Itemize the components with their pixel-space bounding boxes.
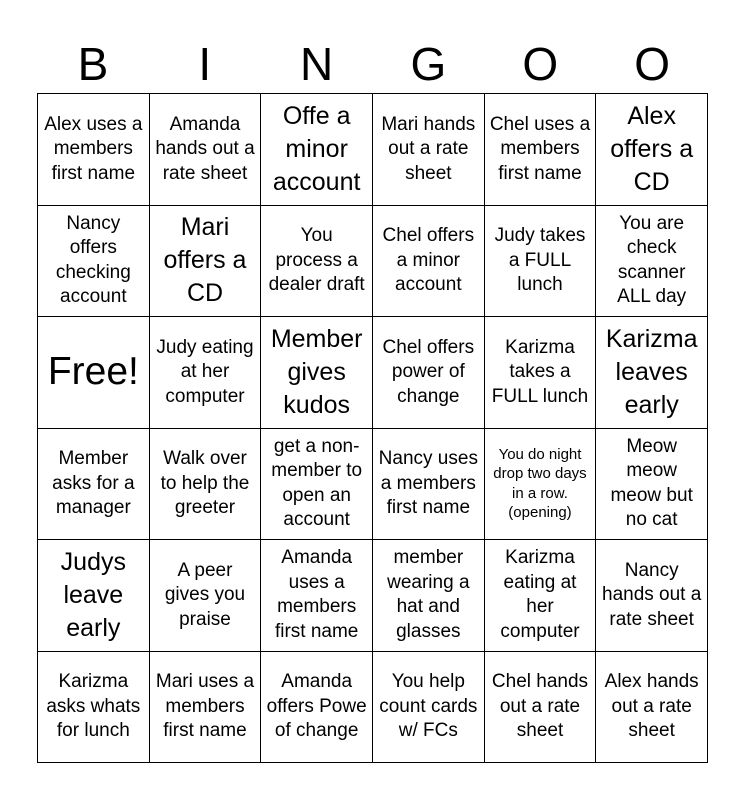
bingo-cell-r4-c1[interactable] [150, 540, 262, 652]
bingo-cell-text: Chel offers power of change [382, 336, 475, 407]
bingo-cell-text: Mari uses a members first name [155, 671, 255, 741]
bingo-cell-r4-c5[interactable] [596, 540, 708, 652]
bingo-cell-r4-c2[interactable] [261, 540, 373, 652]
bingo-cell-r5-c1[interactable] [150, 652, 262, 764]
bingo-cell-text: A peer gives you praise [164, 559, 246, 630]
bingo-cell-text: member wearing a hat and glasses [387, 547, 470, 642]
bingo-cell-text: Amanda hands out a rate sheet [155, 113, 255, 184]
bingo-cell-text: Chel offers a minor account [382, 225, 475, 295]
bingo-cell-r3-c3[interactable] [373, 429, 485, 541]
bingo-cell-r5-c0[interactable] [38, 652, 150, 764]
bingo-cell-r3-c5[interactable] [596, 429, 708, 541]
bingo-cell-text: Alex hands out a rate sheet [604, 671, 699, 741]
bingo-cell-r2-c4[interactable] [485, 317, 597, 429]
bingo-cell-r1-c4[interactable] [485, 206, 597, 318]
bingo-cell-r2-c2[interactable] [261, 317, 373, 429]
bingo-cell-r0-c2[interactable] [261, 94, 373, 206]
bingo-cell-text: Nancy hands out a rate sheet [602, 559, 702, 630]
bingo-cell-text: You help count cards w/ FCs [379, 671, 478, 741]
bingo-cell-text: Walk over to help the greeter [160, 448, 250, 518]
bingo-cell-r1-c1[interactable] [150, 206, 262, 318]
bingo-cell-text: Mari offers a CD [163, 213, 247, 308]
bingo-cell-r0-c4[interactable] [485, 94, 597, 206]
bingo-cell-text: Karizma takes a FULL lunch [491, 336, 589, 407]
bingo-cell-r2-c1[interactable] [150, 317, 262, 429]
bingo-cell-r1-c0[interactable] [38, 206, 150, 318]
bingo-cell-r5-c5[interactable] [596, 652, 708, 764]
bingo-cell-text: Mari hands out a rate sheet [381, 113, 476, 184]
bingo-cell-text: Offe a minor account [272, 101, 361, 196]
bingo-cell-r5-c2[interactable] [261, 652, 373, 764]
bingo-cell-text: Member gives kudos [270, 324, 363, 419]
bingo-cell-r3-c0[interactable] [38, 429, 150, 541]
bingo-cell-text: Nancy uses a members first name [378, 448, 478, 518]
bingo-cell-r3-c4[interactable] [485, 429, 597, 541]
bingo-cell-r2-c5[interactable] [596, 317, 708, 429]
bingo-cell-r4-c0[interactable] [38, 540, 150, 652]
bingo-cell-text: Nancy offers checking account [55, 212, 131, 308]
header-letter-g: G [410, 38, 447, 90]
bingo-cell-text: Alex offers a CD [610, 101, 694, 196]
bingo-cell-text: Karizma eating at her computer [500, 547, 580, 642]
header-letter-b: B [77, 38, 109, 90]
bingo-cell-r1-c2[interactable] [261, 206, 373, 318]
bingo-cell-text: Member asks for a manager [52, 448, 135, 518]
bingo-cell-r4-c3[interactable] [373, 540, 485, 652]
bingo-cell-text: get a non-member to open an account [271, 435, 363, 531]
bingo-cell-text: Free! [47, 350, 139, 394]
bingo-cell-text: Karizma asks whats for lunch [46, 671, 141, 741]
bingo-cell-r5-c3[interactable] [373, 652, 485, 764]
header-letter-o-2: O [634, 38, 670, 90]
bingo-cell-r0-c5[interactable] [596, 94, 708, 206]
bingo-cell-r1-c5[interactable] [596, 206, 708, 318]
bingo-cell-r5-c4[interactable] [485, 652, 597, 764]
bingo-board [37, 93, 708, 763]
header-letter-o: O [522, 38, 559, 90]
bingo-cell-text: Amanda uses a members first name [274, 547, 359, 642]
header-letter-n: N [299, 38, 334, 90]
header-letter-i: I [198, 38, 212, 90]
bingo-cell-text: Karizma leaves early [605, 324, 698, 419]
bingo-cell-text: Amanda offers Powe of change [266, 671, 367, 741]
bingo-cell-text: You process a dealer draft [268, 225, 365, 295]
bingo-cell-text: Judys leave early [60, 547, 126, 642]
bingo-cell-r3-c1[interactable] [150, 429, 262, 541]
bingo-cell-text: Chel uses a members first name [489, 113, 591, 184]
bingo-cell-free[interactable] [38, 317, 150, 429]
bingo-cell-r0-c3[interactable] [373, 94, 485, 206]
bingo-cell-r2-c3[interactable] [373, 317, 485, 429]
bingo-cell-text: Judy eating at her computer [156, 336, 254, 407]
bingo-cell-text: Alex uses a members first name [44, 113, 143, 184]
bingo-header [37, 36, 708, 92]
bingo-cell-r0-c0[interactable] [38, 94, 150, 206]
bingo-cell-r3-c2[interactable] [261, 429, 373, 541]
bingo-cell-text: You do night drop two days in a row. (opening) [493, 445, 587, 522]
bingo-cell-text: You are check scanner ALL day [617, 212, 687, 308]
bingo-cell-text: Judy takes a FULL lunch [494, 225, 586, 295]
bingo-cell-r1-c3[interactable] [373, 206, 485, 318]
bingo-cell-text: Meow meow meow but no cat [610, 435, 693, 531]
bingo-cell-text: Chel hands out a rate sheet [491, 671, 589, 741]
bingo-cell-r0-c1[interactable] [150, 94, 262, 206]
bingo-cell-r4-c4[interactable] [485, 540, 597, 652]
